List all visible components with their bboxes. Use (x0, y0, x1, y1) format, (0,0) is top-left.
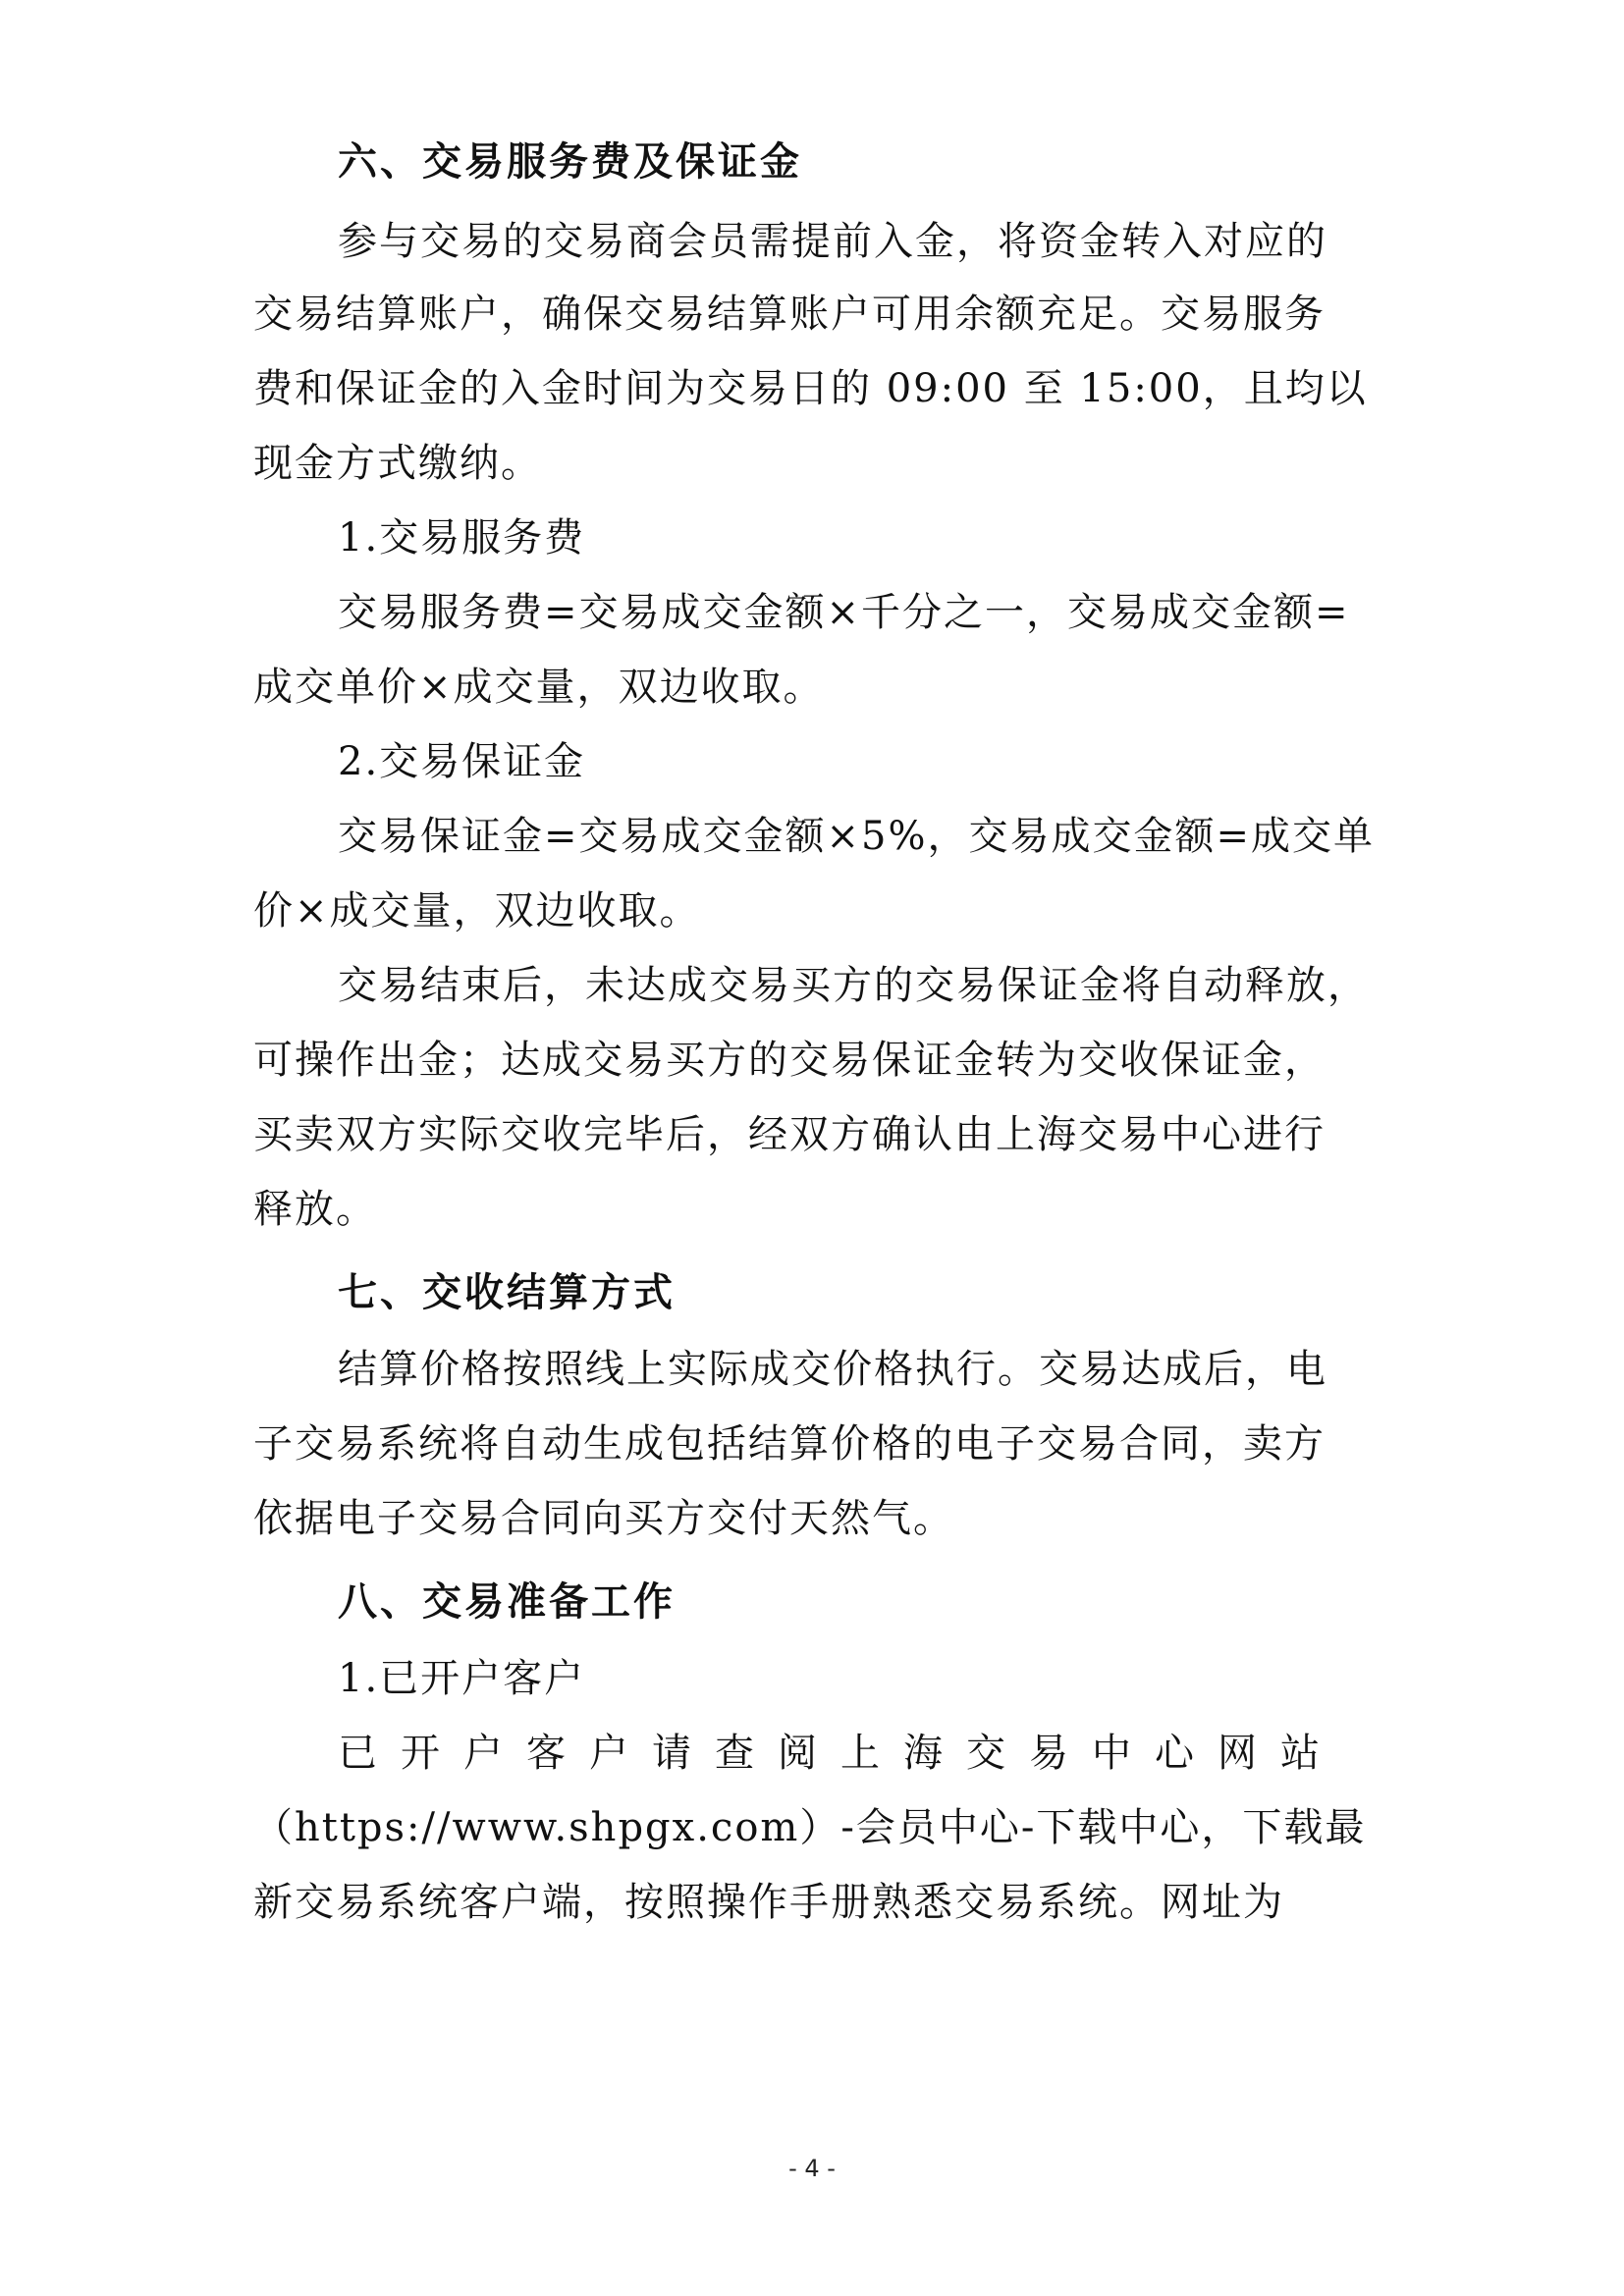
section-6-item-2-line-2: 价×成交量，双边收取。 (253, 888, 701, 934)
section-8-line-1: 已开户客户请查阅上海交易中心网站 (338, 1731, 1343, 1776)
page-number: - 4 - (788, 2155, 836, 2182)
section-7-line-1: 结算价格按照线上实际成交价格执行。交易达成后，电 (338, 1347, 1327, 1392)
section-6-item-2-title: 2.交易保证金 (338, 739, 586, 784)
section-6-item-2-line-1: 交易保证金=交易成交金额×5%，交易成交金额=成交单 (338, 814, 1376, 859)
section-6-release-line-1: 交易结束后，未达成交易买方的交易保证金将自动释放， (338, 963, 1369, 1008)
section-6-release-line-3: 买卖双方实际交收完毕后，经双方确认由上海交易中心进行 (253, 1112, 1326, 1157)
section-6-item-1-line-2: 成交单价×成交量，双边收取。 (253, 665, 825, 710)
section-6-intro-line-3: 费和保证金的入金时间为交易日的 09:00 至 15:00，且均以 (253, 366, 1368, 411)
section-8-line-3: 新交易系统客户端，按照操作手册熟悉交易系统。网址为 (253, 1880, 1284, 1925)
section-6-item-1-line-1: 交易服务费=交易成交金额×千分之一，交易成交金额= (338, 590, 1350, 635)
section-7-line-2: 子交易系统将自动生成包括结算价格的电子交易合同，卖方 (253, 1421, 1326, 1467)
section-6-release-line-4: 释放。 (253, 1187, 377, 1232)
section-6-intro-line-1: 参与交易的交易商会员需提前入金，将资金转入对应的 (338, 219, 1327, 264)
section-7-line-3: 依据电子交易合同向买方交付天然气。 (253, 1496, 954, 1541)
section-6-item-1-title: 1.交易服务费 (338, 515, 586, 561)
section-6-intro-line-4: 现金方式缴纳。 (253, 441, 542, 486)
section-6-intro-line-2: 交易结算账户，确保交易结算账户可用余额充足。交易服务 (253, 292, 1326, 337)
section-7-heading: 七、交收结算方式 (338, 1269, 676, 1315)
section-8-item-1-title: 1.已开户客户 (338, 1656, 586, 1701)
section-6-release-line-2: 可操作出金；达成交易买方的交易保证金转为交收保证金， (253, 1038, 1326, 1083)
section-8-heading: 八、交易准备工作 (338, 1578, 676, 1625)
section-8-line-2: （https://www.shpgx.com）-会员中心-下载中心，下载最 (253, 1805, 1367, 1850)
section-6-heading: 六、交易服务费及保证金 (338, 138, 802, 185)
